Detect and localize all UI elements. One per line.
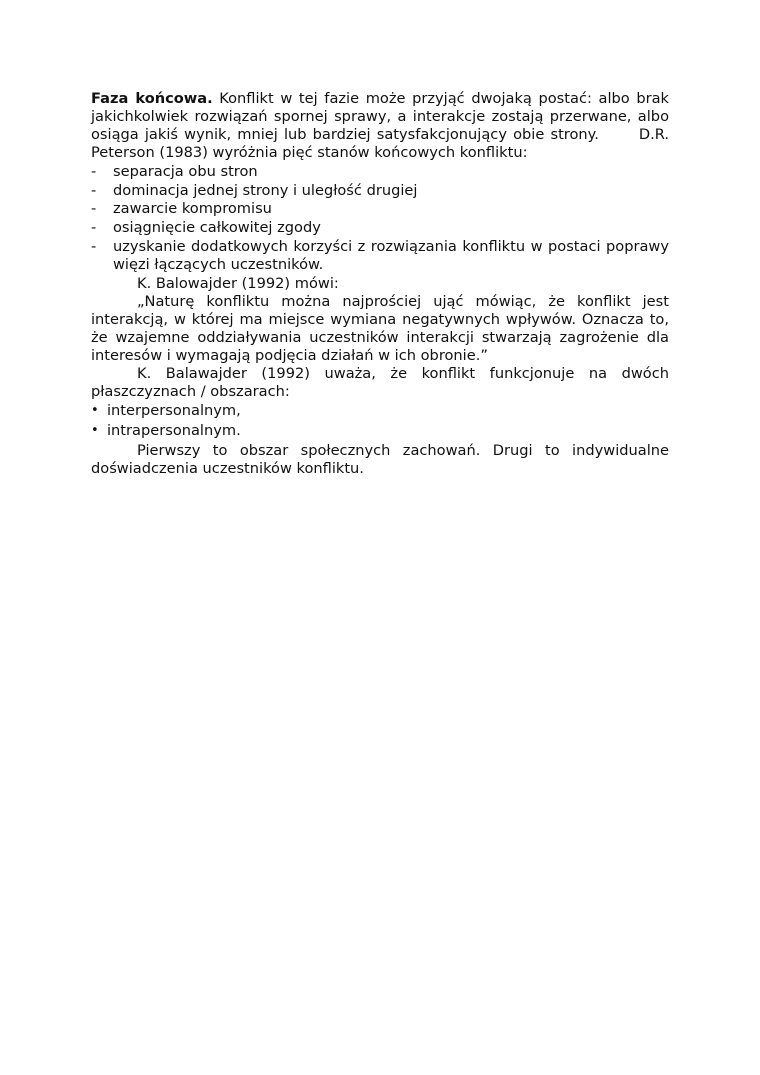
intro-text-2: D.R. Peterson (1983) wyróżnia pięć stanów końcowych konfliktu: bbox=[91, 125, 669, 161]
intro-text: Konflikt w tej fazie może przyjąć dwojaką postać: albo brak jakichkolwiek rozwiązań spornej sprawy, a interakcje zostają przerwane, albo osiąga jakiś wynik, mniej lub bardziej satysfakcjonujący obie strony. bbox=[91, 90, 669, 143]
quote-paragraph: „Naturę konfliktu można najprościej ująć mówiąc, że konflikt jest interakcją, w której ma miejsce wymiana negatywnych wpływów. Oznacza to, że wzajemne oddziaływania uczestników interakcji stwarzają zagrożenie dla interesów i wymagają podjęcia działań w ich obronie.” bbox=[91, 292, 669, 364]
planes-list bbox=[91, 402, 669, 440]
bullet-marker: • bbox=[91, 403, 99, 419]
list-item bbox=[91, 163, 669, 181]
list-item-text: dominacja jednej strony i uległość drugiej bbox=[113, 181, 418, 199]
intro-paragraph bbox=[91, 90, 669, 162]
list-item-text: interpersonalnym, bbox=[107, 402, 241, 420]
list-item bbox=[91, 182, 669, 200]
list-item-text: separacja obu stron bbox=[113, 162, 258, 180]
bullet-marker: • bbox=[91, 423, 99, 439]
list-item-text: osiągnięcie całkowitej zgody bbox=[113, 219, 321, 237]
planes-intro: K. Balawajder (1992) uważa, że konflikt funkcjonuje na dwóch płaszczyznach / obszarach: bbox=[91, 364, 669, 400]
list-item bbox=[91, 238, 669, 274]
list-item bbox=[91, 219, 669, 237]
list-item-text: uzyskanie dodatkowych korzyści z rozwiązania konfliktu w postaci poprawy więzi łączących uczestników. bbox=[113, 238, 669, 274]
dash-marker: - bbox=[91, 219, 97, 237]
document-body bbox=[91, 90, 669, 478]
dash-marker: - bbox=[91, 162, 97, 180]
list-item bbox=[91, 422, 669, 440]
end-states-list bbox=[91, 163, 669, 274]
list-item-text: zawarcie kompromisu bbox=[113, 200, 272, 218]
closing-paragraph: Pierwszy to obszar społecznych zachowań. Drugi to indywidualne doświadczenia uczestników konfliktu. bbox=[91, 442, 669, 478]
section-heading: Faza końcowa. bbox=[91, 90, 213, 107]
quote-intro: K. Balowajder (1992) mówi: bbox=[137, 275, 339, 293]
list-item bbox=[91, 200, 669, 218]
list-item-text: intrapersonalnym. bbox=[107, 422, 241, 440]
dash-marker: - bbox=[91, 200, 97, 218]
dash-marker: - bbox=[91, 238, 97, 256]
list-item bbox=[91, 402, 669, 420]
dash-marker: - bbox=[91, 181, 97, 199]
